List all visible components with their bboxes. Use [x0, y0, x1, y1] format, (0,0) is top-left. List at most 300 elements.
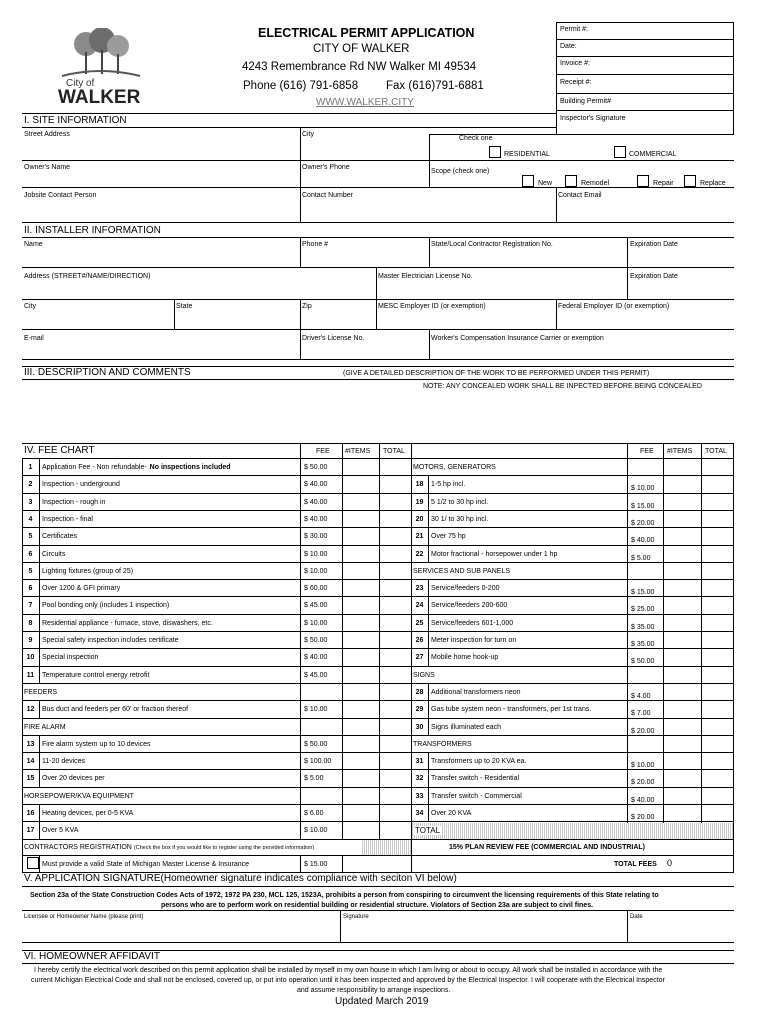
- fee-row-amount: $ 40.00: [631, 537, 655, 545]
- description-heading: III. DESCRIPTION AND COMMENTS: [24, 367, 191, 378]
- fee-row-number: 34: [415, 810, 424, 817]
- fee-row-label: [42, 459, 231, 476]
- fee-group-header: SIGNS: [413, 671, 435, 679]
- building-permit-label: Building Permit#: [560, 98, 611, 105]
- installer-state-input[interactable]: [176, 312, 298, 328]
- fee-row-label-text: Temperature control energy retrofit: [42, 671, 150, 679]
- fee-row-label-text: Inspection - underground: [42, 481, 120, 489]
- fee-row-label: [42, 701, 188, 718]
- master-license-label: Master Electrician License No.: [378, 273, 473, 280]
- fee-row-items-input[interactable]: [343, 633, 378, 647]
- fee-row-number: 8: [28, 619, 33, 627]
- installer-email-input[interactable]: [24, 344, 298, 358]
- signature-label: Signature: [343, 914, 369, 920]
- fee-row-number: 11: [26, 671, 35, 679]
- fee-row-amount: $ 50.00: [304, 637, 328, 644]
- fee-row-number: 23: [415, 585, 424, 593]
- fee-col-left: FEE: [316, 448, 330, 455]
- fee-row-number: 22: [415, 550, 424, 558]
- signature-date-input[interactable]: [630, 922, 732, 940]
- permit-number-label: Permit #:: [560, 26, 589, 33]
- fee-group-header: SERVICES AND SUB PANELS: [413, 567, 510, 575]
- fee-row-amount: $ 10.00: [631, 485, 655, 493]
- fee-row-label: [42, 476, 120, 493]
- fee-row-label: [431, 684, 521, 701]
- signature-input[interactable]: [343, 922, 625, 940]
- fee-row-amount: $ 100.00: [304, 758, 332, 766]
- fee-group-header: TRANSFORMERS: [413, 740, 472, 748]
- registration-input[interactable]: [431, 250, 625, 266]
- fee-row-items-input[interactable]: [343, 598, 378, 612]
- city-phone: Phone (616) 791-6858: [243, 80, 359, 92]
- fee-row-items-input[interactable]: [664, 806, 699, 820]
- fee-row-items-input[interactable]: [664, 495, 699, 509]
- fee-row-number: 21: [415, 533, 424, 541]
- fee-row-items-input[interactable]: [343, 547, 378, 561]
- contractors-hatch: [362, 840, 411, 855]
- total-fees-label: TOTAL FEES: [614, 861, 657, 868]
- fee-row-amount: $ 60.00: [304, 585, 328, 593]
- installer-phone-input[interactable]: [302, 250, 426, 266]
- contractors-registration-label: CONTRACTORS REGISTRATION (Check the box if you would like to register using the provided information): [24, 844, 315, 851]
- fee-row-items-input[interactable]: [343, 495, 378, 509]
- fee-row-amount: $ 10.00: [304, 619, 328, 627]
- fee-row-number: 30: [415, 723, 424, 731]
- description-instruction: (GIVE A DETAILED DESCRIPTION OF THE WORK TO BE PERFORMED UNDER THIS PERMIT): [343, 370, 650, 377]
- fee-row-label-text: Over 75 hp: [431, 533, 466, 541]
- logo-text-big: WALKER: [58, 87, 141, 108]
- fee-row-items-input[interactable]: [343, 529, 378, 543]
- items-col-right: #ITEMS: [667, 448, 693, 455]
- installer-state-label: State: [176, 303, 193, 310]
- fee-row-amount: $ 35.00: [631, 641, 655, 648]
- fee-row-number: 28: [415, 688, 424, 696]
- commercial-label: COMMERCIAL: [629, 151, 677, 158]
- fee-row-amount: $ 4.00: [631, 692, 651, 700]
- fee-row-items-input[interactable]: [343, 771, 378, 785]
- fee-row-label-text: 30 1/ to 30 hp incl.: [431, 515, 489, 523]
- contact-email-label: Contact Email: [558, 192, 602, 199]
- owner-phone-input[interactable]: [302, 172, 426, 186]
- fee-row-label: [431, 649, 498, 666]
- fee-row-label-text: Meter inspection for turn on: [431, 637, 517, 644]
- site-city-input[interactable]: [302, 140, 426, 158]
- license-note: Must provide a valid State of Michigan Master License & Insurance: [42, 861, 249, 868]
- fee-row-label-text: 1-5 hp incl.: [431, 481, 466, 489]
- fee-row-number: 15: [26, 775, 35, 783]
- fee-row-items-input[interactable]: [664, 633, 699, 647]
- street-address-label: Street Address: [24, 131, 70, 138]
- federal-id-input[interactable]: [558, 312, 732, 328]
- installer-zip-input[interactable]: [302, 312, 374, 328]
- fee-row-items-input[interactable]: [664, 789, 699, 803]
- drivers-license-label: Driver's License No.: [302, 335, 365, 342]
- fee-row-label: [431, 528, 466, 545]
- city-fax: Fax (616)791-6881: [386, 80, 484, 92]
- fee-row-number: 32: [415, 775, 424, 783]
- fee-row-label-text: Residential appliance - furnace, stove, diswashers, etc.: [42, 619, 213, 627]
- fee-chart-heading: IV. FEE CHART: [24, 445, 95, 456]
- total-row-hatch: [412, 823, 733, 839]
- fee-total-label: TOTAL: [415, 826, 441, 835]
- fee-row-number: 4: [28, 515, 33, 523]
- fee-row-items-input[interactable]: [664, 685, 699, 699]
- fee-row-label-text: Pool bonding only (includes 1 inspection): [42, 602, 170, 610]
- fee-row-items-input[interactable]: [343, 564, 378, 578]
- fee-row-label-text: Heating devices, per 0-5 KVA: [42, 810, 134, 817]
- fee-row-label: [431, 719, 501, 736]
- signature-heading: V. APPLICATION SIGNATURE(Homeowner signature indicates compliance with seciton VI below): [24, 873, 457, 884]
- installer-zip-label: Zip: [302, 303, 312, 310]
- expiration-date-2-input[interactable]: [630, 282, 732, 298]
- fee-row-items-input[interactable]: [343, 737, 378, 751]
- contact-email-input[interactable]: [558, 200, 732, 220]
- total-fees-value: 0: [667, 858, 673, 868]
- fee-row-amount: $ 25.00: [631, 606, 655, 614]
- fee-row-label: [42, 753, 85, 770]
- installer-address-input[interactable]: [24, 282, 374, 298]
- city-logo: [52, 28, 147, 108]
- fee-row-label: [42, 632, 179, 649]
- fee-row-label-text: Over 20 devices per: [42, 775, 105, 783]
- fee-row-label: [431, 511, 488, 528]
- fee-row-number: 14: [26, 758, 35, 766]
- fee-row-number: 10: [26, 654, 35, 662]
- license-fee: $ 15.00: [304, 861, 328, 868]
- site-info-heading: I. SITE INFORMATION: [24, 115, 127, 126]
- fee-row-number: 25: [415, 619, 424, 627]
- installer-city-label: City: [24, 303, 37, 310]
- fee-row-label-text: Special safety inspection includes certificate: [42, 637, 179, 644]
- fee-row-label-text: Transfer switch - Residential: [431, 775, 520, 783]
- owner-name-input[interactable]: [24, 172, 298, 186]
- contact-number-label: Contact Number: [302, 192, 353, 199]
- installer-name-input[interactable]: [24, 250, 298, 266]
- fee-row-amount: $ 7.00: [631, 710, 651, 718]
- fee-row-label: [42, 597, 169, 614]
- fee-row-amount: $ 5.00: [631, 554, 651, 562]
- fee-row-amount: $ 6.00: [304, 810, 324, 817]
- fee-row-label-text: Circuits: [42, 550, 66, 558]
- fee-row-amount: $ 15.00: [631, 589, 655, 597]
- fee-group-header: MOTORS, GENERATORS: [413, 464, 496, 471]
- owner-phone-label: Owner's Phone: [302, 164, 350, 171]
- fee-row-label-text: Inspection - final: [42, 515, 93, 523]
- street-address-input[interactable]: [24, 140, 298, 158]
- installer-city-input[interactable]: [24, 312, 172, 328]
- total-col-right: TOTAL: [705, 448, 727, 455]
- fee-row-amount: $ 50.00: [304, 464, 328, 471]
- plan-review-label: 15% PLAN REVIEW FEE (COMMERCIAL AND INDUSTRIAL): [449, 844, 646, 851]
- fee-row-number: 31: [415, 758, 424, 766]
- fee-row-number: 29: [415, 706, 424, 714]
- federal-id-label: Federal Employer ID (or exemption): [558, 303, 670, 310]
- mesc-label: MESC Employer ID (or exemption): [378, 303, 486, 310]
- fee-row-number: 18: [415, 481, 424, 489]
- fee-row-label-text: Service/feeders 0-200: [431, 585, 500, 593]
- fee-row-number: 20: [415, 515, 424, 523]
- fee-row-label: [42, 649, 98, 666]
- fee-row-items-input[interactable]: [343, 650, 378, 664]
- fee-row-label-text: Certificates: [42, 533, 78, 541]
- trees-icon: [52, 28, 147, 78]
- fee-row-items-input[interactable]: [343, 477, 378, 491]
- fee-row-label: [431, 805, 471, 822]
- fee-row-number: 6: [28, 585, 33, 593]
- fee-row-amount: $ 10.00: [631, 762, 655, 770]
- site-city-label: City: [302, 131, 315, 138]
- fee-row-amount: $ 40.00: [631, 796, 655, 804]
- fee-row-amount: $ 10.00: [304, 567, 328, 575]
- fee-row-label-text: Special inspection: [42, 654, 99, 662]
- new-checkbox[interactable]: [522, 175, 534, 187]
- fee-row-label: [42, 528, 77, 545]
- fee-row-label: [431, 788, 522, 805]
- fee-row-label: [42, 563, 133, 580]
- fee-row-label: [42, 494, 105, 511]
- fee-row-amount: $ 5.00: [304, 775, 324, 783]
- fee-row-label-text: Additional transformers neon: [431, 688, 521, 696]
- expiration-date-1-label: Expiration Date: [630, 241, 678, 248]
- fee-row-items-input[interactable]: [664, 702, 699, 716]
- fee-row-amount: $ 10.00: [304, 550, 328, 558]
- fee-row-items-input[interactable]: [664, 529, 699, 543]
- scope-label: Scope (check one): [431, 168, 490, 175]
- fee-row-label: [42, 822, 78, 839]
- fee-row-label-text: 11-20 devices: [42, 758, 86, 766]
- remodel-checkbox[interactable]: [565, 175, 577, 187]
- fee-row-items-input[interactable]: [343, 581, 378, 595]
- repair-label: Repair: [653, 180, 674, 187]
- jobsite-contact-input[interactable]: [24, 200, 298, 220]
- fee-row-number: 6: [28, 550, 33, 558]
- fee-row-amount: $ 10.00: [304, 706, 328, 714]
- fee-row-amount: $ 20.00: [631, 727, 655, 735]
- residential-label: RESIDENTIAL: [504, 151, 550, 158]
- repair-checkbox[interactable]: [637, 175, 649, 187]
- fee-row-number: 3: [28, 498, 33, 506]
- installer-address-label: Address (STREET#/NAME/DIRECTION): [24, 273, 151, 280]
- fee-row-label-text: Motor fractional - horsepower under 1 hp: [431, 550, 558, 558]
- fee-row-number: 26: [415, 637, 424, 644]
- registration-label: State/Local Contractor Registration No.: [431, 241, 553, 248]
- fee-row-label-text: Over 1200 & GFI primary: [42, 585, 121, 593]
- fee-row-label-text: Transfer switch - Commercial: [431, 792, 522, 800]
- fee-row-label: [42, 546, 65, 563]
- items-col-left: #ITEMS: [345, 448, 371, 455]
- fee-row-items-input[interactable]: [664, 477, 699, 491]
- fee-col-right: FEE: [640, 448, 654, 455]
- fee-row-label: [431, 753, 526, 770]
- fee-row-items-input[interactable]: [664, 720, 699, 734]
- fee-group-header: FIRE ALARM: [24, 723, 66, 731]
- fee-row-number: 19: [415, 498, 424, 506]
- fee-row-amount: $ 15.00: [631, 502, 655, 510]
- concealed-work-note: NOTE: ANY CONCEALED WORK SHALL BE INPECTED BEFORE BEING CONCEALED: [423, 383, 702, 390]
- fee-row-items-input[interactable]: [343, 754, 378, 768]
- fee-row-amount: $ 50.00: [304, 740, 328, 748]
- expiration-date-2-label: Expiration Date: [630, 273, 678, 280]
- fee-row-number: 5: [28, 533, 33, 541]
- fee-group-header: FEEDERS: [24, 688, 58, 696]
- installer-name-label: Name: [24, 241, 43, 248]
- contact-number-input[interactable]: [302, 200, 554, 220]
- fee-row-label-bold: No inspections included: [149, 464, 231, 471]
- fee-row-number: 33: [415, 792, 424, 800]
- fee-row-label: [42, 580, 120, 597]
- fee-row-label: [431, 494, 488, 511]
- fee-row-label: [42, 736, 151, 753]
- fee-row-items-input[interactable]: [343, 668, 378, 682]
- workers-comp-input[interactable]: [431, 344, 732, 358]
- fee-row-amount: $ 20.00: [631, 814, 655, 821]
- fee-row-items-input[interactable]: [343, 702, 378, 716]
- fee-row-amount: $ 40.00: [304, 498, 328, 506]
- expiration-date-1-input[interactable]: [630, 250, 732, 266]
- fee-row-amount: $ 50.00: [631, 658, 655, 666]
- fee-row-label: [431, 632, 516, 649]
- date-label: Date:: [560, 43, 577, 50]
- fee-row-label: [431, 770, 519, 787]
- fee-row-label-text: Signs illuminated each: [431, 723, 502, 731]
- jobsite-contact-label: Jobsite Contact Person: [24, 192, 97, 199]
- fee-row-number: 1: [28, 464, 33, 471]
- logo-text-small: City of: [66, 78, 95, 89]
- city-website[interactable]: WWW.WALKER.CITY: [316, 97, 414, 108]
- description-textarea[interactable]: [24, 392, 732, 440]
- fee-row-label-text: Transformers up to 20 KVA ea.: [431, 758, 527, 766]
- fee-row-label-text: Over 5 KVA: [42, 827, 79, 835]
- licensee-name-input[interactable]: [24, 922, 338, 940]
- fee-row-number: 24: [415, 602, 424, 610]
- fee-row-label: [431, 615, 513, 632]
- updated-date: Updated March 2019: [335, 996, 429, 1007]
- fee-row-items-input[interactable]: [343, 806, 378, 820]
- fee-row-number: 13: [26, 740, 35, 748]
- fee-row-label-text: Lighting fixtures (group of 25): [42, 567, 134, 575]
- fee-row-items-input[interactable]: [343, 616, 378, 630]
- installer-phone-label: Phone #: [302, 241, 329, 248]
- residential-checkbox[interactable]: [489, 146, 501, 158]
- fee-row-number: 16: [26, 810, 35, 817]
- fee-row-amount: $ 40.00: [304, 654, 328, 662]
- fee-row-amount: $ 20.00: [631, 779, 655, 787]
- fee-row-amount: $ 40.00: [304, 481, 328, 489]
- fee-row-label: [42, 770, 105, 787]
- fee-row-amount: $ 10.00: [304, 827, 328, 835]
- fee-row-label: [431, 701, 591, 718]
- fee-row-label-text: Mobile home hook-up: [431, 654, 499, 662]
- fee-row-label: [42, 615, 213, 632]
- new-label: New: [538, 180, 553, 187]
- fee-row-amount: $ 45.00: [304, 671, 328, 679]
- section-23a-legal-2: persons who are to perform work on residential building or residential structure. Violators of Section 23a are subject to civil fines.: [161, 902, 594, 909]
- fee-row-amount: $ 35.00: [631, 623, 655, 631]
- fee-row-items-input[interactable]: [664, 581, 699, 595]
- mesc-input[interactable]: [378, 312, 554, 328]
- fee-row-items-input[interactable]: [664, 616, 699, 630]
- workers-comp-label: Worker's Compensation Insurance Carrier or exemption: [431, 335, 604, 342]
- affidavit-line-3: and assume responsibility to arrange inspections.: [297, 987, 451, 994]
- master-license-input[interactable]: [378, 282, 625, 298]
- fee-row-items-input[interactable]: [664, 598, 699, 612]
- section-23a-legal: Section 23a of the State Construction Codes Acts of 1972, 1972 PA 230, MCL 125, 1523A, prohibits a person from conspiring to circumvent the licensing requirements of this State relating to: [30, 892, 659, 899]
- fee-row-label: [431, 546, 557, 563]
- page-title: ELECTRICAL PERMIT APPLICATION: [258, 26, 475, 40]
- fee-row-items-input[interactable]: [343, 512, 378, 526]
- fee-group-header: HORSEPOWER/KVA EQUIPMENT: [24, 792, 134, 800]
- fee-row-label: [42, 511, 93, 528]
- drivers-license-input[interactable]: [302, 344, 426, 358]
- city-name: CITY OF WALKER: [313, 43, 410, 55]
- affidavit-line-1: I hereby certify the electrical work described on this permit application shall be installed by myself in my own house in which I am living or about to occupy. All work shall be installed in accordance with the: [34, 967, 663, 974]
- fee-row-label: [431, 580, 499, 597]
- fee-row-label: [431, 597, 507, 614]
- fee-row-label-text: Over 20 KVA: [431, 810, 472, 817]
- fee-row-items-input[interactable]: [343, 823, 378, 837]
- fee-row-label-text: 5 1/2 to 30 hp incl.: [431, 498, 489, 506]
- fee-row-number: 27: [415, 654, 424, 662]
- replace-checkbox[interactable]: [684, 175, 696, 187]
- fee-row-amount: $ 20.00: [631, 519, 655, 527]
- contractor-registration-checkbox[interactable]: [27, 857, 39, 869]
- remodel-label: Remodel: [581, 180, 610, 187]
- commercial-checkbox[interactable]: [614, 146, 626, 158]
- fee-row-label: [42, 805, 133, 822]
- fee-row-number: 5: [28, 567, 33, 575]
- fee-row-label-text: Inspection - rough in: [42, 498, 106, 506]
- invoice-label: Invoice #:: [560, 60, 590, 67]
- city-address: 4243 Remembrance Rd NW Walker MI 49534: [242, 61, 477, 73]
- fee-row-items-input[interactable]: [664, 512, 699, 526]
- fee-row-items-input[interactable]: [664, 771, 699, 785]
- fee-row-number: 7: [28, 602, 33, 610]
- affidavit-line-2: current Michigan Electrical Code and shall not be enclosed, covered up, or put into operation until it has been inspected and approved by the Electrical Inspector. I will cooperate with the Electrical Inspector: [31, 977, 665, 984]
- fee-row-amount: $ 30.00: [304, 533, 328, 541]
- fee-row-label-text: Service/feeders 200-600: [431, 602, 508, 610]
- fee-row-amount: $ 40.00: [304, 515, 328, 523]
- fee-row-number: 9: [28, 637, 33, 644]
- fee-row-label: [42, 667, 149, 684]
- check-one-label: Check one: [459, 135, 493, 142]
- fee-row-label-text: Fire alarm system up to 10 devices: [42, 740, 151, 748]
- fee-row-items-input[interactable]: [343, 460, 378, 474]
- fee-row-label-text: Gas tube system neon - transformers, per 1st trans.: [431, 706, 592, 714]
- fee-row-number: 17: [26, 827, 35, 835]
- receipt-label: Receipt #:: [560, 79, 592, 86]
- licensee-name-label: Licensee or Homeowner Name (please print): [24, 914, 144, 920]
- fee-row-number: 12: [26, 706, 35, 714]
- fee-row-label-text: Service/feeders 601-1,000: [431, 619, 514, 627]
- fee-row-items-input[interactable]: [664, 650, 699, 664]
- affidavit-heading: VI. HOMEOWNER AFFIDAVIT: [24, 951, 160, 962]
- inspector-signature-label: Inspector's Signature: [560, 115, 626, 122]
- fee-row-items-input[interactable]: [664, 547, 699, 561]
- fee-row-items-input[interactable]: [664, 754, 699, 768]
- signature-date-label: Date: [630, 914, 643, 920]
- owner-name-label: Owner's Name: [24, 164, 71, 171]
- license-items-input[interactable]: [343, 856, 378, 871]
- installer-email-label: E-mail: [24, 335, 44, 342]
- fee-row-amount: $ 45.00: [304, 602, 328, 610]
- total-col-left: TOTAL: [383, 448, 405, 455]
- fee-row-label-text: Bus duct and feeders per 60' or fraction thereof: [42, 706, 189, 714]
- fee-row-label-text: Application Fee - Non refundable-: [42, 464, 147, 471]
- fee-row-label: [431, 476, 465, 493]
- replace-label: Replace: [700, 180, 726, 187]
- installer-info-heading: II. INSTALLER INFORMATION: [24, 225, 161, 236]
- fee-row-number: 2: [28, 481, 33, 489]
